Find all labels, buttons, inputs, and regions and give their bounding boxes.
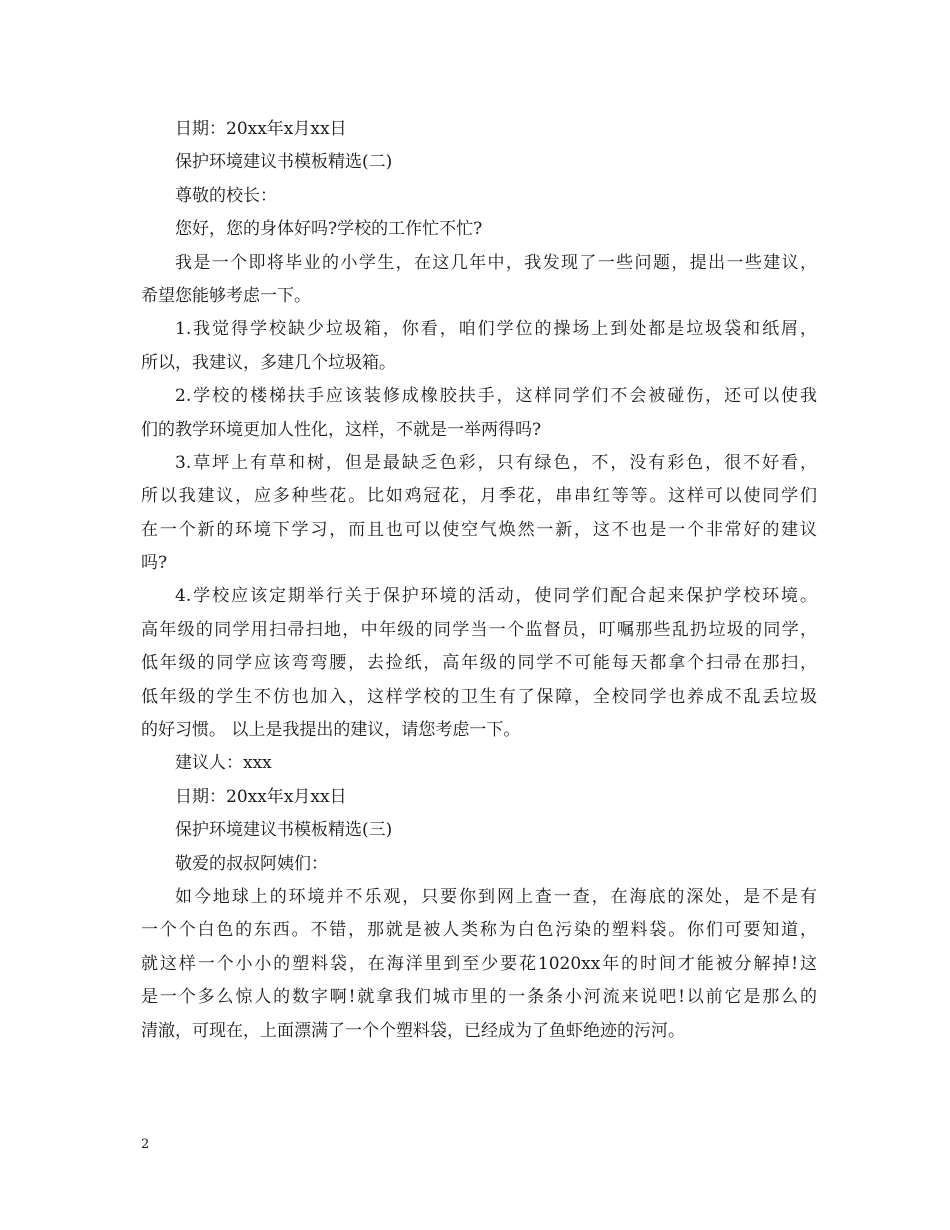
text-line: 建议人：xxx <box>175 753 272 774</box>
text-line: 清澈，可现在，上面漂满了一个个塑料袋，已经成为了鱼虾绝迹的污河。 <box>141 1020 685 1041</box>
text-line: 4.学校应该定期举行关于保护环境的活动，使同学们配合起来保护学校环境。 <box>175 586 817 607</box>
text-line: 敬爱的叔叔阿姨们： <box>175 853 328 874</box>
text-line: 低年级的同学应该弯弯腰，去捡纸，高年级的同学不可能每天都拿个扫帚在那扫， <box>141 653 817 674</box>
text-line: 尊敬的校长： <box>175 185 277 206</box>
text-line: 保护环境建议书模板精选(二) <box>175 152 393 173</box>
text-line: 日期：20xx年x月xx日 <box>175 119 347 139</box>
text-line: 保护环境建议书模板精选(三) <box>175 820 393 841</box>
text-line: 希望您能够考虑一下。 <box>141 285 311 306</box>
text-line: 3.草坪上有草和树，但是最缺乏色彩，只有绿色，不，没有彩色，很不好看， <box>175 452 817 473</box>
text-line: 低年级的学生不仿也加入，这样学校的卫生有了保障，全校同学也养成不乱丢垃圾 <box>141 686 817 707</box>
document-body <box>141 113 817 1048</box>
text-line: 我是一个即将毕业的小学生，在这几年中，我发现了一些问题，提出一些建议， <box>175 252 817 273</box>
text-line: 日期：20xx年x月xx日 <box>175 786 347 807</box>
text-line: 您好，您的身体好吗?学校的工作忙不忙? <box>175 219 483 240</box>
text-line: 就这样一个小小的塑料袋，在海洋里到至少要花1020xx年的时间才能被分解掉!这 <box>141 953 817 974</box>
text-line: 的好习惯。 以上是我提出的建议，请您考虑一下。 <box>141 720 521 741</box>
text-line: 们的教学环境更加人性化，这样，不就是一举两得吗? <box>141 419 542 440</box>
text-line: 所以，我建议，多建几个垃圾箱。 <box>141 352 396 373</box>
text-line: 一个个白色的东西。不错，那就是被人类称为白色污染的塑料袋。你们可要知道， <box>141 920 817 941</box>
text-line: 高年级的同学用扫帚扫地，中年级的同学当一个监督员，叮嘱那些乱扔垃圾的同学， <box>141 619 817 640</box>
text-line: 是一个多么惊人的数字啊!就拿我们城市里的一条条小河流来说吧!以前它是那么的 <box>141 987 817 1008</box>
text-line: 如今地球上的环境并不乐观，只要你到网上查一查，在海底的深处，是不是有 <box>175 886 817 907</box>
page-number: 2 <box>141 1137 150 1152</box>
text-line: 1.我觉得学校缺少垃圾箱，你看，咱们学位的操场上到处都是垃圾袋和纸屑， <box>175 319 817 340</box>
text-line: 在一个新的环境下学习，而且也可以使空气焕然一新，这不也是一个非常好的建议 <box>141 519 817 540</box>
text-line: 2.学校的楼梯扶手应该装修成橡胶扶手，这样同学们不会被碰伤，还可以使我 <box>175 386 817 407</box>
text-line: 吗? <box>141 553 168 574</box>
text-line: 所以我建议，应多种些花。比如鸡冠花，月季花，串串红等等。这样可以使同学们 <box>141 486 817 507</box>
